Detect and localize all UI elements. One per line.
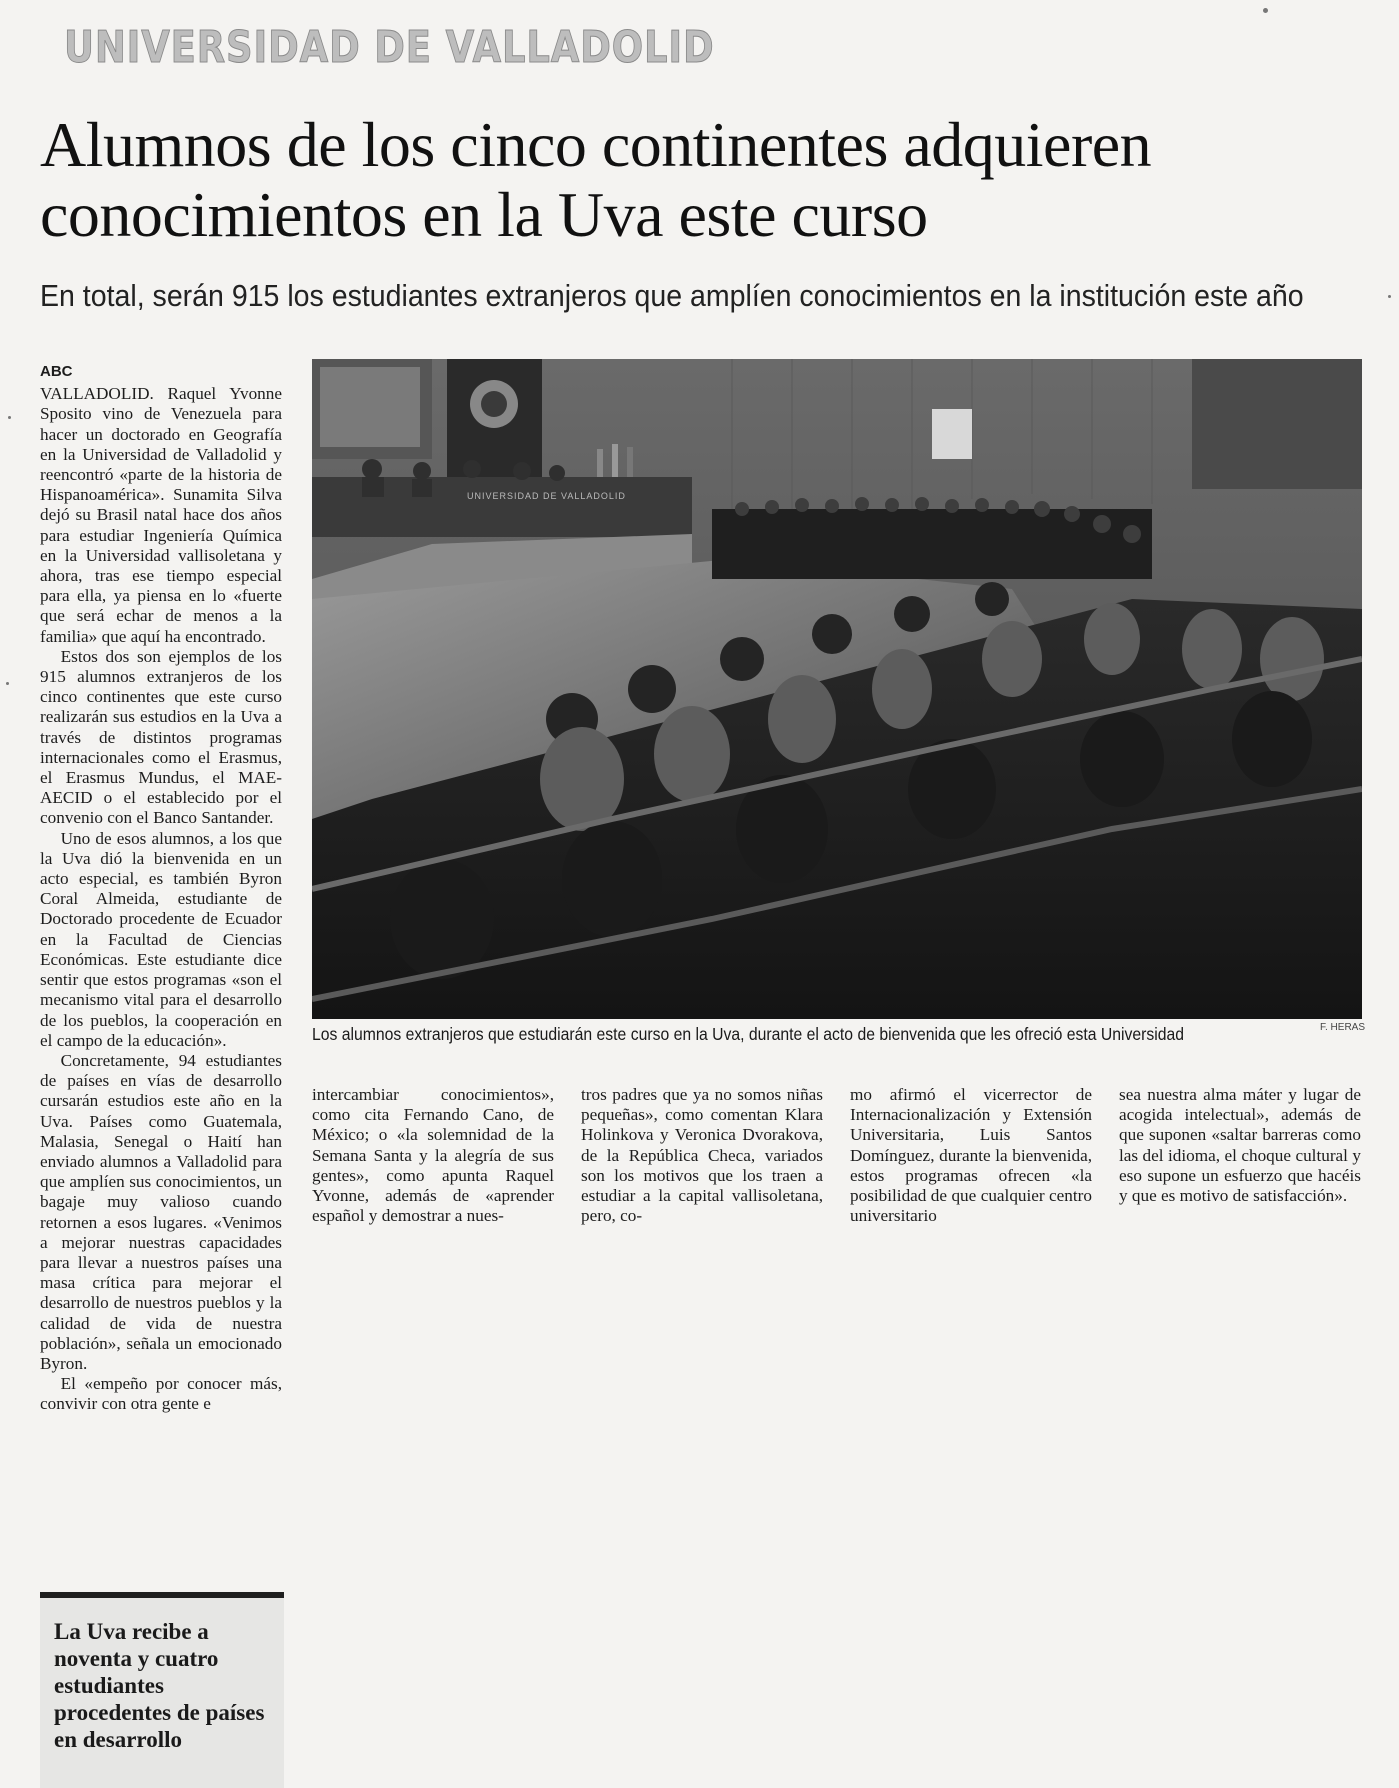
paragraph: tros padres que ya no somos niñas pequeñas», como comentan Klara Holinkova y Veronica Dvorakova, de la República Checa, variados son los motivos que los traen a estudiar a la capital vallisoletana, pero, co- <box>581 1085 823 1226</box>
scan-speck <box>1388 295 1391 298</box>
paragraph: Concretamente, 94 estudiantes de países en vías de desarrollo cursarán estudios este año en la Uva. Países como Guatemala, Malasia, Senegal o Haití han enviado alumnos a Valladolid para que amplíen sus conocimientos, un bagaje muy valioso cuando retornen a esos lugares. «Venimos a mejorar nuestras capacidades para llevar a nuestros países una masa crítica para mejorar el desarrollo de nuestros pueblos y la calidad de vida de nuestra población», señala un emocionado Byron. <box>40 1050 282 1373</box>
paragraph: VALLADOLID. Raquel Yvonne Sposito vino de Venezuela para hacer un doctorado en Geografía en la Universidad de Valladolid y reencontró «parte de la historia de Hispanoamérica». Sunamita Silva dejó su Brasil natal hace dos años para estudiar Ingeniería Química en la Universidad vallisoletana y ahora, tras ese tiempo especial para ella, ya piensa en lo «fuerte que será echar de menos a la familia» que aquí ha encontrado. <box>40 384 282 646</box>
photo-credit: F. HERAS <box>1320 1022 1366 1033</box>
paragraph: intercambiar conocimientos», como cita Fernando Cano, de México; o «la solemnidad de la Semana Santa y la alegría de sus gentes», como apunta Raquel Yvonne, además de «aprender español y demostrar a nues- <box>312 1085 554 1226</box>
article-column-4 <box>850 1085 1092 1226</box>
paragraph: Estos dos son ejemplos de los 915 alumnos extranjeros de los cinco continentes que este curso realizarán sus estudios en la Uva a través de distintos programas internacionales como el Erasmus, el Erasmus Mundus, el MAE-AECID o el establecido por el convenio con el Banco Santander. <box>40 646 282 828</box>
article-column-2 <box>312 1085 554 1226</box>
photo-caption: Los alumnos extranjeros que estudiarán este curso en la Uva, durante el acto de bienvenida que les ofreció esta Universidad <box>312 1024 1185 1044</box>
scan-speck <box>6 682 9 685</box>
highlight-box <box>40 1592 284 1788</box>
article-column-1 <box>40 362 282 1415</box>
article-column-5 <box>1119 1085 1361 1206</box>
paragraph: El «empeño por conocer más, convivir con otra gente e <box>40 1374 282 1414</box>
highlight-text: La Uva recibe a noventa y cuatro estudiantes procedentes de países en desarrollo <box>54 1619 265 1752</box>
photo-illustration <box>312 359 1362 1019</box>
auditorium-photo <box>312 359 1362 1019</box>
paragraph: sea nuestra alma máter y lugar de acogida intelectual», además de que suponen «saltar barreras como las del idioma, el choque cultural y eso supone un esfuerzo que hacéis y que es motivo de satisfacción». <box>1119 1085 1361 1206</box>
byline: ABC <box>40 363 73 380</box>
paragraph: Uno de esos alumnos, a los que la Uva dió la bienvenida en un acto especial, es también Byron Coral Almeida, estudiante de Doctorado procedente de Ecuador en la Facultad de Ciencias Económicas. Este estudiante dice sentir que estos programas «son el mecanismo vital para el desarrollo de los pueblos, la cooperación en el campo de la educación». <box>40 828 282 1050</box>
headline: Alumnos de los cinco continentes adquieren conocimientos en la Uva este curso <box>40 109 1152 250</box>
paragraph: mo afirmó el vicerrector de Internacionalización y Extensión Universitaria, Luis Santos Domínguez, durante la bienvenida, estos programas ofrecen «la posibilidad de que cualquier centro universitario <box>850 1085 1092 1226</box>
section-header: UNIVERSIDAD DE VALLADOLID <box>64 22 715 73</box>
scan-speck <box>1263 8 1268 13</box>
article-column-3 <box>581 1085 823 1226</box>
subtitle: En total, serán 915 los estudiantes extranjeros que amplíen conocimientos en la institución este año <box>40 278 1304 313</box>
scan-speck <box>8 416 11 419</box>
banner-text: UNIVERSIDAD DE VALLADOLID <box>467 491 626 501</box>
